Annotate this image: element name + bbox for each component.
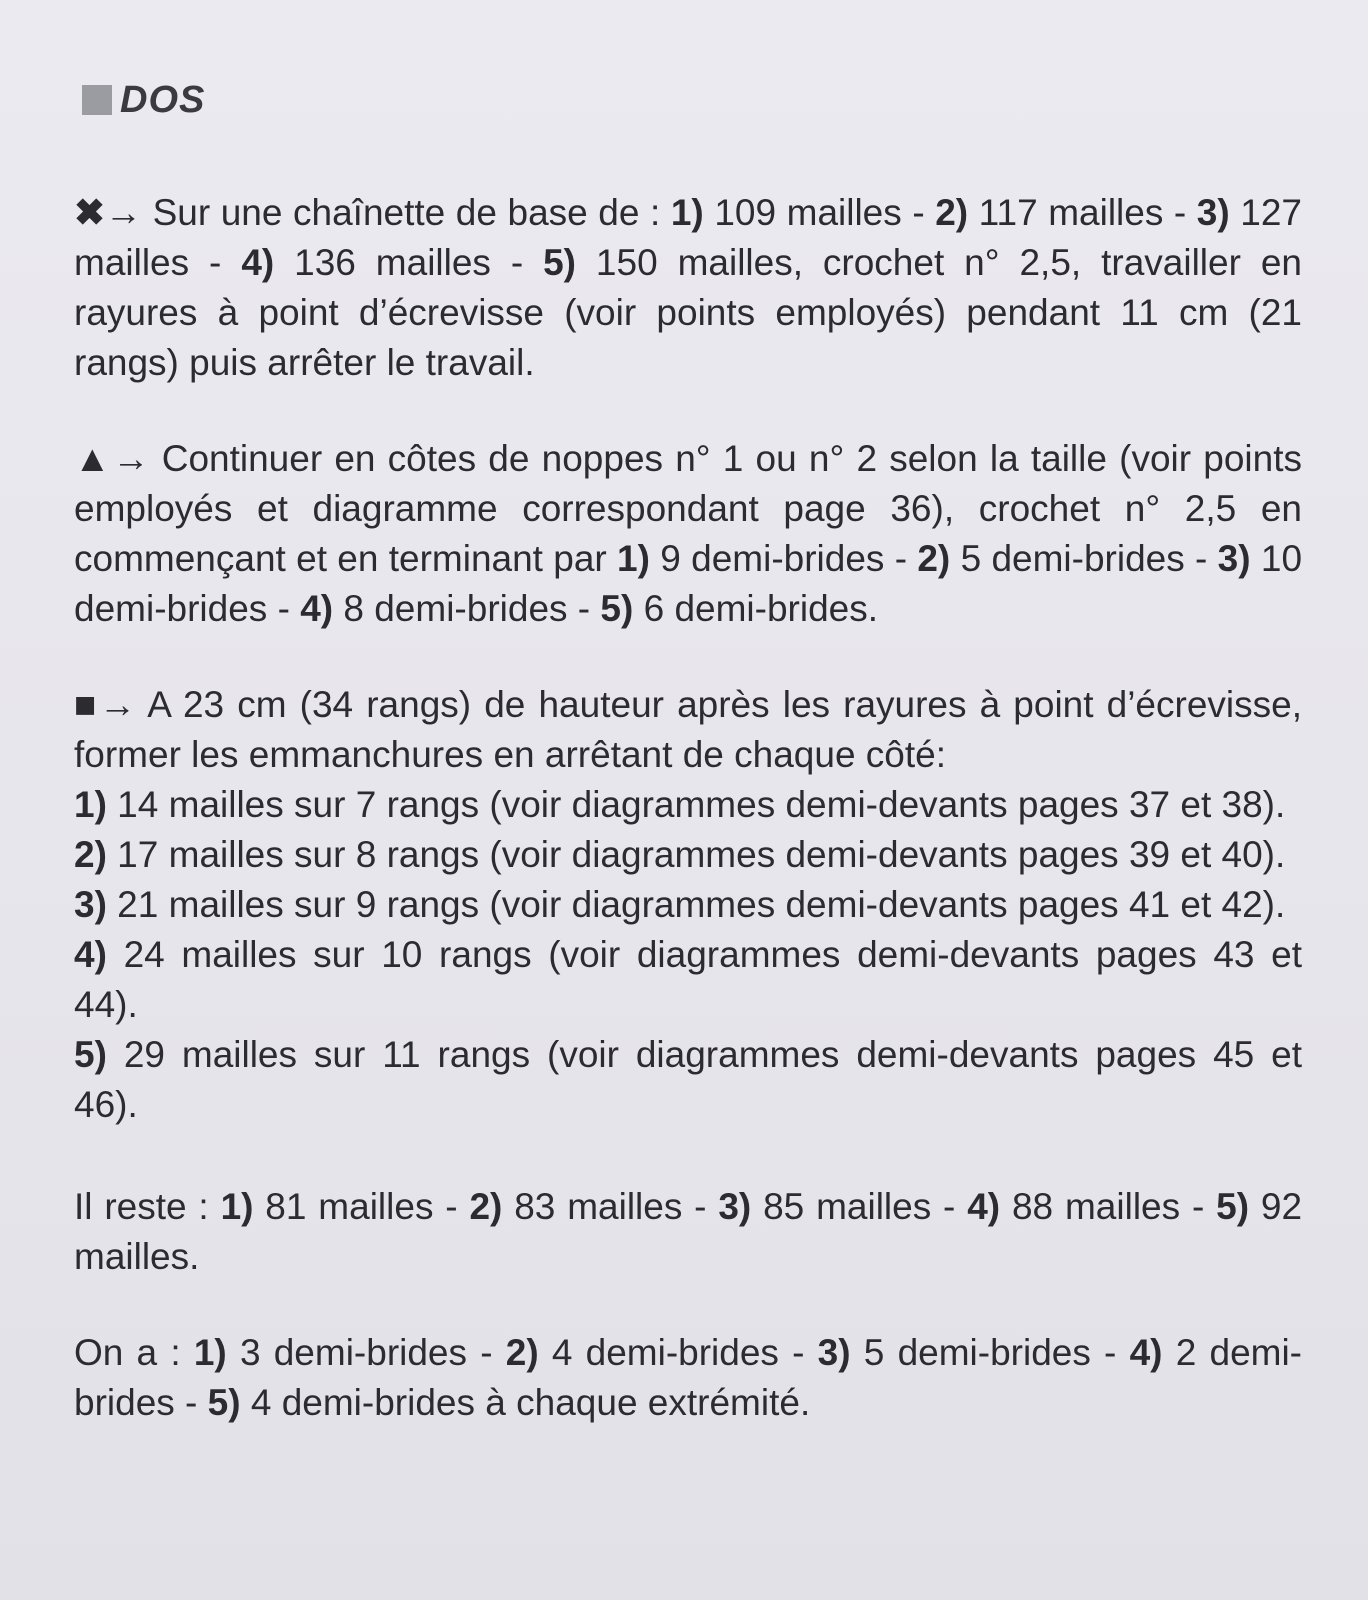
paragraph-ribbing: ▲→ Continuer en côtes de noppes n° 1 ou n° 2 selon la taille (voir points employés et diagramme correspondant page 36), crochet n° 2,5 en commençant et en terminant par 1) 9 demi-brides - 2) 5 demi-brides - 3) 10 demi-brides - 4) 8 demi-brides - 5) 6 demi-brides. [74, 438, 1303, 629]
paragraph-half-trebles: On a : 1) 3 demi-brides - 2) 4 demi-brides - 3) 5 demi-brides - 4) 2 demi-brides - 5) 4 demi-brides à chaque extrémité. [74, 1332, 1303, 1423]
section-heading [82, 70, 1302, 130]
triangle-arrow-icon: ▲→ [74, 438, 150, 479]
list-item: 2) 17 mailles sur 8 rangs (voir diagrammes demi-devants pages 39 et 40). [74, 834, 1286, 875]
list-item: 5) 29 mailles sur 11 rangs (voir diagrammes demi-devants pages 45 et 46). [74, 1034, 1302, 1125]
paragraph-armholes [74, 680, 1302, 1130]
section-title: DOS [120, 78, 206, 121]
square-arrow-icon: ■→ [74, 684, 137, 725]
paragraph-base-chain: ✖→ Sur une chaînette de base de : 1) 109 mailles - 2) 117 mailles - 3) 127 mailles - 4) 136 mailles - 5) 150 mailles, crochet n° 2,5, travailler en rayures à point d’écrevisse (voir points employés) pendant 11 cm (21 rangs) puis arrêter le travail. [74, 192, 1302, 383]
list-item: 1) 14 mailles sur 7 rangs (voir diagrammes demi-devants pages 37 et 38). [74, 784, 1286, 825]
gray-square-icon [82, 85, 112, 115]
cross-arrow-icon: ✖→ [74, 192, 143, 233]
list-item: 3) 21 mailles sur 9 rangs (voir diagrammes demi-devants pages 41 et 42). [74, 884, 1286, 925]
list-item: 4) 24 mailles sur 10 rangs (voir diagrammes demi-devants pages 43 et 44). [74, 934, 1302, 1025]
paragraph-remaining-stitches: Il reste : 1) 81 mailles - 2) 83 mailles - 3) 85 mailles - 4) 88 mailles - 5) 92 mailles. [74, 1186, 1303, 1277]
armholes-intro: ■→ A 23 cm (34 rangs) de hauteur après les rayures à point d’écrevisse, former les emmanchures en arrêtant de chaque côté: [74, 684, 1302, 775]
